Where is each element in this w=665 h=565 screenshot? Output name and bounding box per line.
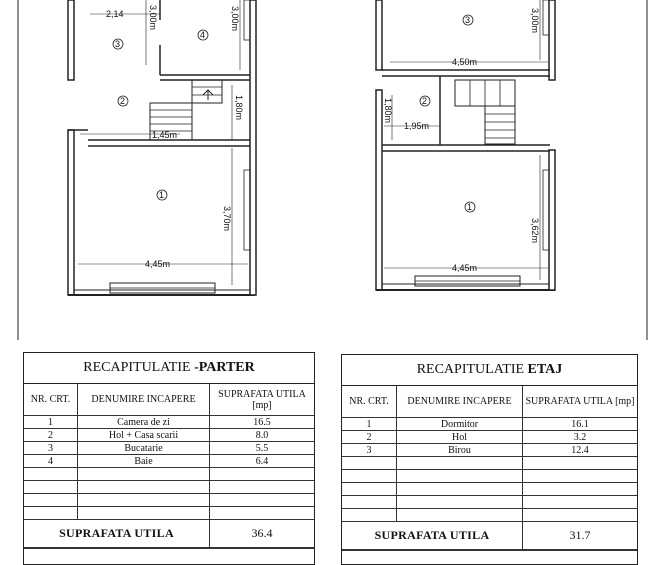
room-number: 2 [120,96,126,106]
room-number: 3 [465,15,471,25]
row-area: 5.5 [210,442,314,455]
total-label: SUPRAFATA UTILA [342,522,523,550]
empty-cell [78,494,210,507]
empty-cell [210,507,314,520]
dim-label: 1,45m [152,130,178,140]
room-number: 2 [422,96,428,106]
dim-label: 1,95m [404,121,430,131]
header-name: DENUMIRE INCAPERE [397,386,523,418]
empty-cell [523,483,637,496]
empty-cell [78,468,210,481]
empty-cell [523,470,637,483]
plan-parter-labels [106,5,244,269]
empty-cell [523,496,637,509]
empty-cell [397,496,523,509]
row-nr: 2 [342,431,397,444]
room-number: 1 [467,202,473,212]
room-number: 3 [115,39,121,49]
row-nr: 4 [24,455,78,468]
empty-cell [210,494,314,507]
empty-cell [210,468,314,481]
total-label: SUPRAFATA UTILA [24,520,210,548]
dim-label: 3,62m [530,218,540,244]
row-area: 12.4 [523,444,637,457]
table-parter [23,352,315,565]
row-nr: 2 [24,429,78,442]
room-number: 1 [159,190,165,200]
header-nr: NR. CRT. [342,386,397,418]
table-title: RECAPITULATIE ETAJ [342,355,637,386]
row-area: 16.1 [523,418,637,431]
dim-label: 1,80m [234,95,244,121]
row-nr: 1 [342,418,397,431]
empty-cell [397,457,523,470]
dim-label: 2,14 [106,9,124,19]
dim-label: 1,80m [383,98,393,124]
dim-label: 3,00m [148,5,158,31]
row-area: 8.0 [210,429,314,442]
empty-cell [523,509,637,522]
row-name: Dormitor [397,418,523,431]
row-name: Hol + Casa scarii [78,429,210,442]
empty-cell [24,494,78,507]
plan-parter [68,0,256,295]
dim-label: 4,45m [145,259,171,269]
empty-cell [397,470,523,483]
table-etaj [341,354,638,565]
row-area: 16.5 [210,416,314,429]
empty-cell [78,481,210,494]
row-name: Birou [397,444,523,457]
empty-cell [342,470,397,483]
plan-etaj [376,0,555,290]
empty-cell [342,509,397,522]
empty-cell [342,483,397,496]
empty-cell [523,457,637,470]
empty-cell [210,548,314,549]
empty-cell [397,483,523,496]
row-nr: 1 [24,416,78,429]
row-name: Bucatarie [78,442,210,455]
row-nr: 3 [342,444,397,457]
header-nr: NR. CRT. [24,384,78,416]
row-area: 6.4 [210,455,314,468]
empty-cell [342,457,397,470]
total-value: 31.7 [523,522,637,550]
empty-cell [397,509,523,522]
row-area: 3.2 [523,431,637,444]
dim-label: 4,45m [452,263,478,273]
header-area: SUPRAFATA UTILA [mp] [210,384,314,416]
empty-cell [78,548,210,549]
empty-cell [24,548,78,549]
row-nr: 3 [24,442,78,455]
table-title: RECAPITULATIE -PARTER [24,353,314,384]
dim-label: 4,50m [452,57,478,67]
empty-cell [342,550,397,551]
header-name: DENUMIRE INCAPERE [78,384,210,416]
row-name: Camera de zi [78,416,210,429]
empty-cell [210,481,314,494]
empty-cell [397,550,523,551]
empty-cell [24,481,78,494]
room-number: 4 [200,30,206,40]
empty-cell [24,468,78,481]
dim-label: 3,00m [530,8,540,34]
empty-cell [342,496,397,509]
dim-label: 3,70m [222,206,232,232]
row-name: Hol [397,431,523,444]
dim-label: 3,00m [230,6,240,32]
empty-cell [78,507,210,520]
empty-cell [523,550,637,551]
total-value: 36.4 [210,520,314,548]
header-area: SUPRAFATA UTILA [mp] [523,386,637,418]
row-name: Baie [78,455,210,468]
plan-etaj-labels [383,8,540,273]
empty-cell [24,507,78,520]
